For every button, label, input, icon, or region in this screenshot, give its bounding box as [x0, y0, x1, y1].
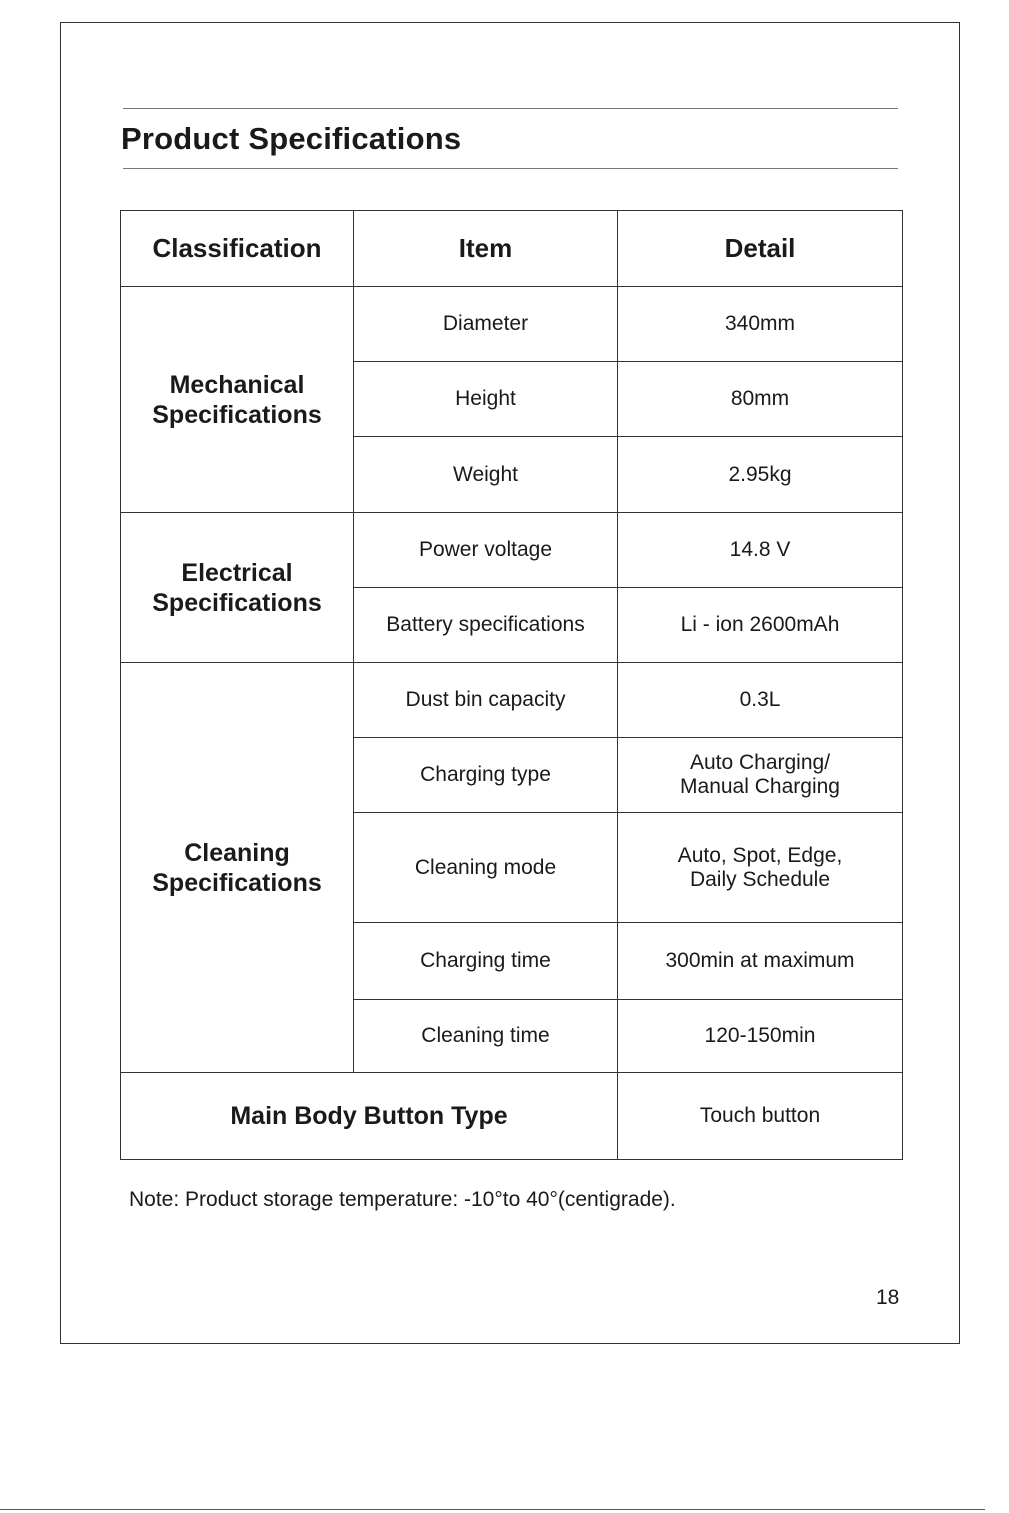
detail-cell: 0.3L [618, 663, 903, 738]
item-cell: Weight [354, 437, 618, 513]
detail-cell: 120-150min [618, 1000, 903, 1073]
classification-label-line1: Mechanical [169, 370, 305, 399]
classification-label-line2: Specifications [152, 588, 322, 617]
classification-cleaning [121, 663, 354, 1073]
classification-label-line2: Specifications [152, 868, 322, 897]
title-top-rule [123, 108, 898, 109]
header-item: Item [354, 211, 618, 287]
item-cell: Charging type [354, 738, 618, 813]
detail-cell: 2.95kg [618, 437, 903, 513]
table-header-row [121, 211, 903, 287]
header-detail: Detail [618, 211, 903, 287]
item-cell: Power voltage [354, 513, 618, 588]
page-number: 18 [876, 1286, 900, 1309]
item-cell: Cleaning mode [354, 813, 618, 923]
detail-cell: 14.8 V [618, 513, 903, 588]
classification-label-line1: Cleaning [184, 838, 290, 867]
detail-cell [618, 738, 903, 813]
bottom-rule [0, 1509, 985, 1510]
title-bottom-rule [123, 168, 898, 169]
detail-cell: 340mm [618, 287, 903, 362]
item-cell: Height [354, 362, 618, 437]
detail-line2: Daily Schedule [689, 867, 831, 891]
table-row [121, 663, 903, 738]
item-cell: Charging time [354, 923, 618, 1000]
detail-cell: Touch button [618, 1073, 903, 1160]
header-classification: Classification [121, 211, 354, 287]
classification-electrical [121, 513, 354, 663]
detail-cell: 300min at maximum [618, 923, 903, 1000]
detail-line1: Auto Charging/ [689, 751, 831, 774]
page-title: Product Specifications [121, 121, 462, 156]
detail-line2: Manual Charging [680, 775, 840, 798]
item-cell: Dust bin capacity [354, 663, 618, 738]
detail-cell: Li - ion 2600mAh [618, 588, 903, 663]
detail-cell: 80mm [618, 362, 903, 437]
detail-cell [618, 813, 903, 923]
storage-note: Note: Product storage temperature: -10°to 40°(centigrade). [129, 1188, 676, 1211]
classification-button-type: Main Body Button Type [121, 1073, 618, 1160]
classification-label-line2: Specifications [152, 400, 322, 429]
table-row [121, 513, 903, 588]
item-cell: Battery specifications [354, 588, 618, 663]
item-cell: Cleaning time [354, 1000, 618, 1073]
item-cell: Diameter [354, 287, 618, 362]
table-row [121, 287, 903, 362]
specifications-table [120, 210, 903, 1160]
detail-line1: Auto, Spot, Edge, [677, 843, 843, 867]
classification-mechanical [121, 287, 354, 513]
classification-label-line1: Electrical [181, 558, 293, 587]
table-row [121, 1073, 903, 1160]
